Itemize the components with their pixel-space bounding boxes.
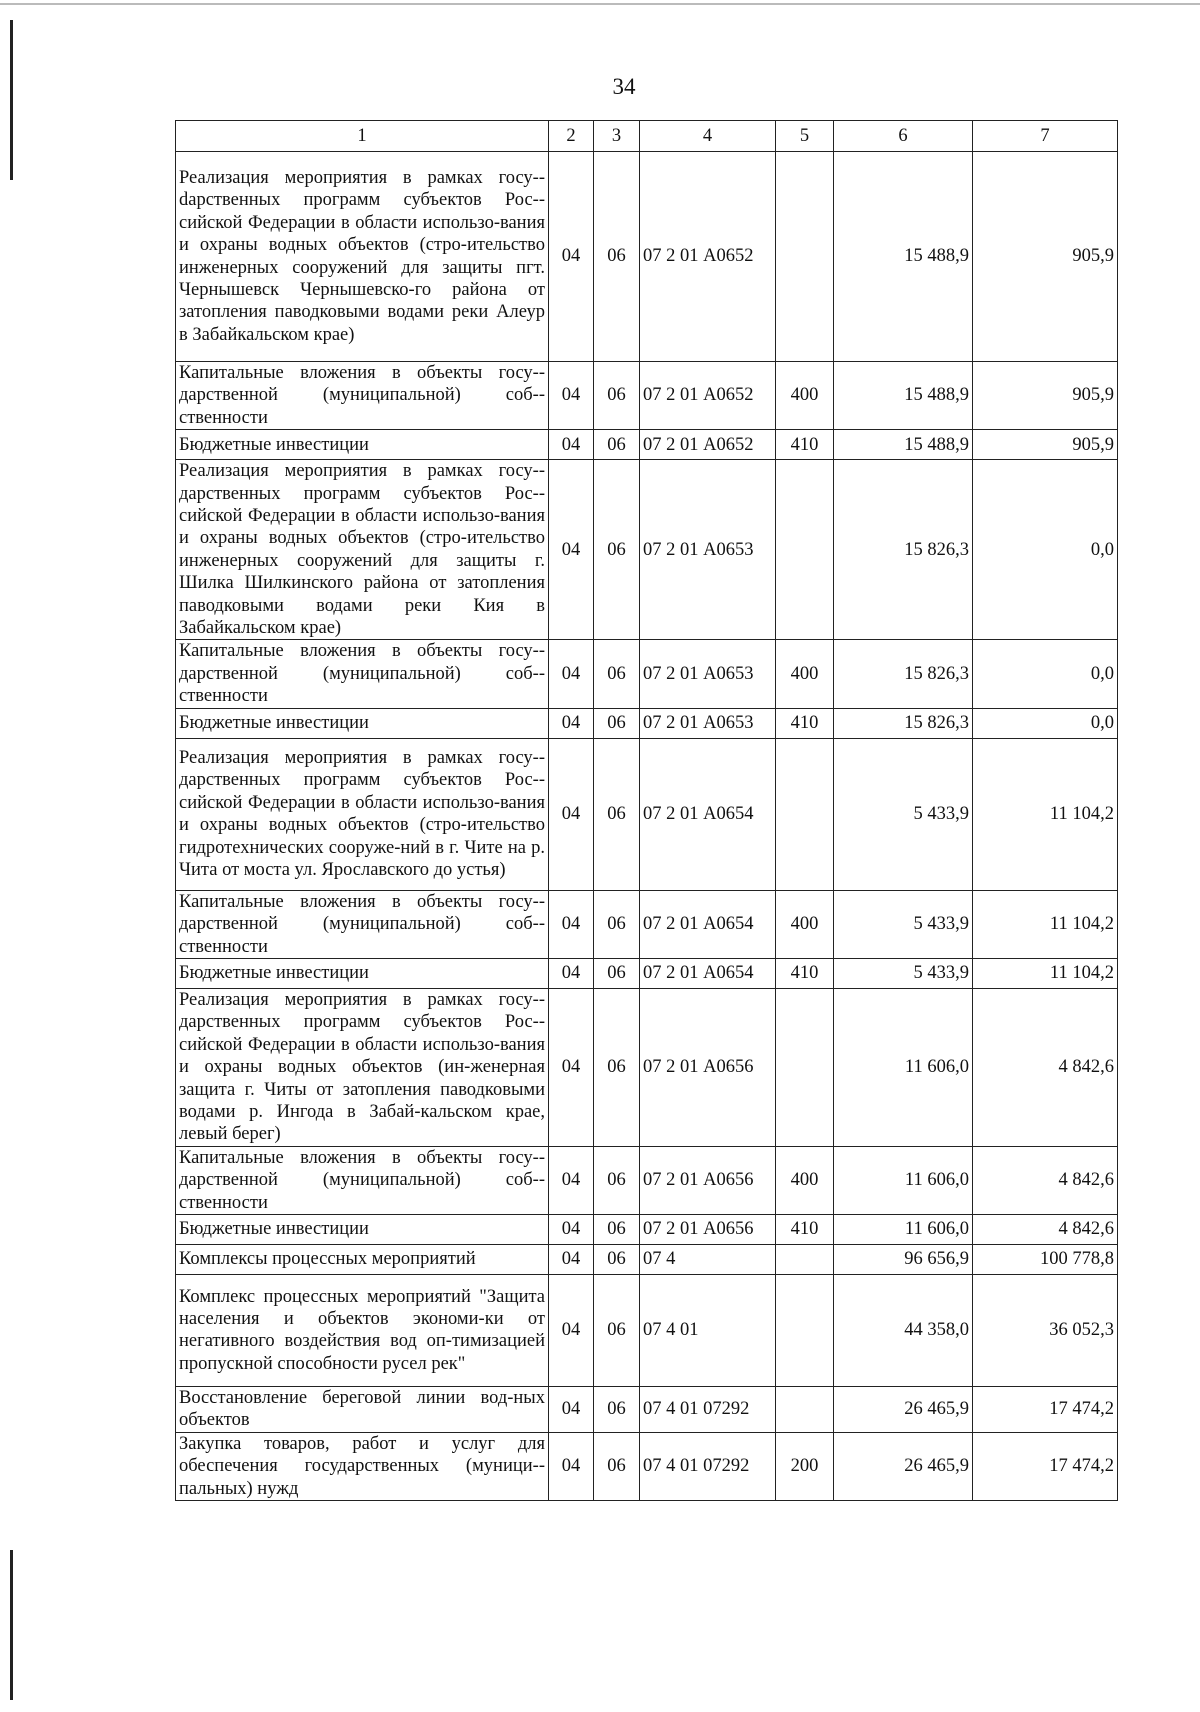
row-subsection-cell: 06 (594, 1274, 640, 1386)
row-amount-year2-cell: 4 842,6 (973, 1146, 1118, 1214)
row-subsection-cell: 06 (594, 152, 640, 362)
row-expense-type-cell (776, 460, 834, 640)
row-name-cell: Реализация мероприятия в рамках госу-дарственных программ субъектов Рос-сийской Федерации в области использо-вания и охраны водных объектов (стро-ительство инженерных сооружений для защиты г. Шилка Шилкинского района от затопления паводковыми водами реки Кия в Забайкальском крае) (176, 460, 549, 640)
row-section-cell: 04 (549, 430, 594, 460)
row-amount-year1-cell: 5 433,9 (834, 738, 973, 890)
row-expense-type-cell: 400 (776, 640, 834, 708)
row-name-cell: Бюджетные инвестиции (176, 1214, 549, 1244)
row-section-cell: 04 (549, 958, 594, 988)
table-row (176, 460, 1118, 640)
row-name-cell: Восстановление береговой линии вод-ных объектов (176, 1386, 549, 1432)
page-top-rule (0, 3, 1200, 5)
table-row (176, 1146, 1118, 1214)
table-row (176, 1244, 1118, 1274)
row-target-article-cell: 07 2 01 А0653 (640, 640, 776, 708)
row-subsection-cell: 06 (594, 958, 640, 988)
row-subsection-cell: 06 (594, 460, 640, 640)
table-row (176, 988, 1118, 1146)
row-amount-year1-cell: 5 433,9 (834, 958, 973, 988)
table-row (176, 1214, 1118, 1244)
row-amount-year1-cell: 11 606,0 (834, 988, 973, 1146)
row-amount-year2-cell: 11 104,2 (973, 738, 1118, 890)
row-section-cell: 04 (549, 1432, 594, 1500)
row-target-article-cell: 07 2 01 А0654 (640, 738, 776, 890)
row-expense-type-cell: 410 (776, 708, 834, 738)
row-target-article-cell: 07 2 01 А0652 (640, 362, 776, 430)
row-target-article-cell: 07 2 01 А0654 (640, 890, 776, 958)
row-subsection-cell: 06 (594, 640, 640, 708)
row-amount-year1-cell: 96 656,9 (834, 1244, 973, 1274)
row-amount-year2-cell: 0,0 (973, 640, 1118, 708)
row-section-cell: 04 (549, 1244, 594, 1274)
row-expense-type-cell (776, 1274, 834, 1386)
row-name-cell: Закупка товаров, работ и услуг для обеспечения государственных (муници-пальных) нужд (176, 1432, 549, 1500)
row-name-cell: Реализация мероприятия в рамках госу-dарственных программ субъектов Рос-сийской Федерации в области использо-вания и охраны водных объектов (стро-ительство инженерных сооружений для защиты пгт. Чернышевск Чернышевско-го района от затопления паводковыми водами реки Алеур в Забайкальском крае) (176, 152, 549, 362)
row-name-cell: Бюджетные инвестиции (176, 958, 549, 988)
row-amount-year2-cell: 905,9 (973, 362, 1118, 430)
row-amount-year1-cell: 11 606,0 (834, 1146, 973, 1214)
row-amount-year1-cell: 15 826,3 (834, 708, 973, 738)
row-amount-year2-cell: 4 842,6 (973, 1214, 1118, 1244)
row-name-cell: Реализация мероприятия в рамках госу-дарственных программ субъектов Рос-сийской Федерации в области использо-вания и охраны водных объектов (стро-ительство гидротехнических сооруже-ний в г. Чите на р. Чита от моста ул. Ярославского до устья) (176, 738, 549, 890)
page-number: 34 (612, 74, 636, 99)
row-amount-year2-cell: 11 104,2 (973, 958, 1118, 988)
row-section-cell: 04 (549, 460, 594, 640)
header-row (176, 121, 1118, 152)
budget-table (175, 120, 1118, 1501)
row-amount-year2-cell: 11 104,2 (973, 890, 1118, 958)
row-subsection-cell: 06 (594, 1386, 640, 1432)
row-name-cell: Капитальные вложения в объекты госу-дарственной (муниципальной) соб-ственности (176, 890, 549, 958)
row-amount-year1-cell: 11 606,0 (834, 1214, 973, 1244)
row-amount-year1-cell: 26 465,9 (834, 1386, 973, 1432)
row-amount-year1-cell: 26 465,9 (834, 1432, 973, 1500)
row-amount-year1-cell: 5 433,9 (834, 890, 973, 958)
row-section-cell: 04 (549, 640, 594, 708)
table-row (176, 708, 1118, 738)
row-subsection-cell: 06 (594, 708, 640, 738)
col-header-6: 6 (834, 121, 973, 152)
row-name-cell: Капитальные вложения в объекты госу-дарственной (муниципальной) соб-ственности (176, 1146, 549, 1214)
row-section-cell: 04 (549, 890, 594, 958)
table-row (176, 1432, 1118, 1500)
col-header-2: 2 (549, 121, 594, 152)
row-target-article-cell: 07 4 01 07292 (640, 1386, 776, 1432)
row-section-cell: 04 (549, 1274, 594, 1386)
row-section-cell: 04 (549, 738, 594, 890)
row-section-cell: 04 (549, 1214, 594, 1244)
row-subsection-cell: 06 (594, 1244, 640, 1274)
row-subsection-cell: 06 (594, 1432, 640, 1500)
col-header-7: 7 (973, 121, 1118, 152)
col-header-3: 3 (594, 121, 640, 152)
row-amount-year2-cell: 36 052,3 (973, 1274, 1118, 1386)
row-section-cell: 04 (549, 988, 594, 1146)
row-amount-year2-cell: 905,9 (973, 430, 1118, 460)
row-amount-year2-cell: 17 474,2 (973, 1386, 1118, 1432)
row-amount-year1-cell: 15 826,3 (834, 460, 973, 640)
row-section-cell: 04 (549, 1146, 594, 1214)
row-expense-type-cell: 400 (776, 1146, 834, 1214)
row-target-article-cell: 07 4 (640, 1244, 776, 1274)
row-expense-type-cell (776, 1386, 834, 1432)
table-row (176, 958, 1118, 988)
row-target-article-cell: 07 2 01 А0656 (640, 1214, 776, 1244)
row-subsection-cell: 06 (594, 430, 640, 460)
row-amount-year1-cell: 15 488,9 (834, 362, 973, 430)
row-name-cell: Комплекс процессных мероприятий "Защита населения и объектов экономи-ки от негативного воздействия вод оп-тимизацией пропускной способности русел рек" (176, 1274, 549, 1386)
left-scan-mark (10, 20, 13, 180)
row-amount-year2-cell: 0,0 (973, 460, 1118, 640)
row-amount-year2-cell: 0,0 (973, 708, 1118, 738)
row-section-cell: 04 (549, 1386, 594, 1432)
table-row (176, 152, 1118, 362)
row-target-article-cell: 07 2 01 А0652 (640, 152, 776, 362)
row-name-cell: Капитальные вложения в объекты госу-дарственной (муниципальной) соб-ственности (176, 640, 549, 708)
row-target-article-cell: 07 2 01 А0656 (640, 1146, 776, 1214)
row-expense-type-cell: 410 (776, 1214, 834, 1244)
table-row (176, 362, 1118, 430)
row-target-article-cell: 07 2 01 А0653 (640, 460, 776, 640)
row-name-cell: Реализация мероприятия в рамках госу-дарственных программ субъектов Рос-сийской Федерации в области использо-вания и охраны водных объектов (ин-женерная защита г. Читы от затопления паводковыми водами р. Ингода в Забай-кальском крае, левый берег) (176, 988, 549, 1146)
row-target-article-cell: 07 2 01 А0656 (640, 988, 776, 1146)
row-name-cell: Капитальные вложения в объекты госу-дарственной (муниципальной) соб-ственности (176, 362, 549, 430)
row-expense-type-cell: 410 (776, 958, 834, 988)
col-header-5: 5 (776, 121, 834, 152)
row-target-article-cell: 07 2 01 А0652 (640, 430, 776, 460)
row-expense-type-cell: 400 (776, 362, 834, 430)
row-target-article-cell: 07 2 01 А0653 (640, 708, 776, 738)
row-expense-type-cell: 400 (776, 890, 834, 958)
row-section-cell: 04 (549, 362, 594, 430)
row-target-article-cell: 07 4 01 (640, 1274, 776, 1386)
row-amount-year1-cell: 15 826,3 (834, 640, 973, 708)
row-amount-year1-cell: 15 488,9 (834, 152, 973, 362)
table-row (176, 1386, 1118, 1432)
table-row (176, 640, 1118, 708)
table-row (176, 738, 1118, 890)
row-expense-type-cell: 200 (776, 1432, 834, 1500)
row-expense-type-cell (776, 988, 834, 1146)
row-name-cell: Бюджетные инвестиции (176, 708, 549, 738)
table-row (176, 1274, 1118, 1386)
table-row (176, 890, 1118, 958)
row-subsection-cell: 06 (594, 1146, 640, 1214)
col-header-1: 1 (176, 121, 549, 152)
row-subsection-cell: 06 (594, 988, 640, 1146)
row-amount-year2-cell: 4 842,6 (973, 988, 1118, 1146)
table-row (176, 430, 1118, 460)
row-subsection-cell: 06 (594, 1214, 640, 1244)
row-section-cell: 04 (549, 152, 594, 362)
row-section-cell: 04 (549, 708, 594, 738)
row-amount-year2-cell: 100 778,8 (973, 1244, 1118, 1274)
row-expense-type-cell (776, 1244, 834, 1274)
row-amount-year2-cell: 17 474,2 (973, 1432, 1118, 1500)
col-header-4: 4 (640, 121, 776, 152)
row-subsection-cell: 06 (594, 890, 640, 958)
row-name-cell: Бюджетные инвестиции (176, 430, 549, 460)
row-amount-year1-cell: 44 358,0 (834, 1274, 973, 1386)
row-amount-year2-cell: 905,9 (973, 152, 1118, 362)
row-amount-year1-cell: 15 488,9 (834, 430, 973, 460)
row-expense-type-cell: 410 (776, 430, 834, 460)
row-target-article-cell: 07 2 01 А0654 (640, 958, 776, 988)
row-expense-type-cell (776, 152, 834, 362)
row-target-article-cell: 07 4 01 07292 (640, 1432, 776, 1500)
row-name-cell: Комплексы процессных мероприятий (176, 1244, 549, 1274)
row-expense-type-cell (776, 738, 834, 890)
row-subsection-cell: 06 (594, 738, 640, 890)
left-scan-mark (10, 1550, 13, 1700)
row-subsection-cell: 06 (594, 362, 640, 430)
